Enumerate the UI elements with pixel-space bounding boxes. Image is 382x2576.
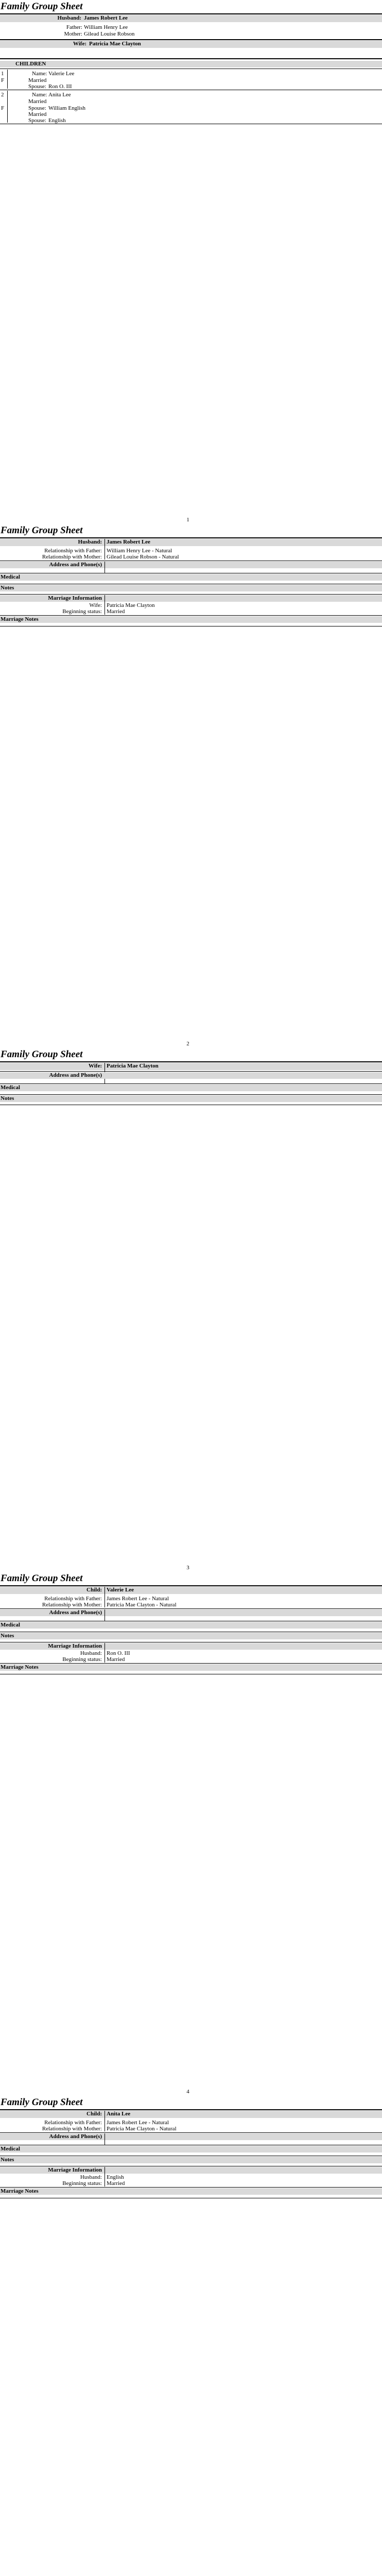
divider xyxy=(7,70,8,89)
marriage-notes-label: Marriage Notes xyxy=(1,1664,39,1670)
rule xyxy=(0,1094,382,1095)
child-spouse-label: Spouse: xyxy=(28,83,46,90)
head-name: Anita Lee xyxy=(107,2111,131,2117)
notes-label: Notes xyxy=(1,1095,14,1101)
rule xyxy=(0,2109,382,2110)
medical-label: Medical xyxy=(1,1622,20,1628)
head-band xyxy=(0,1063,382,1070)
child-name-label: Name: xyxy=(32,71,47,77)
child-sex: F xyxy=(1,77,5,83)
child-name: Anita Lee xyxy=(48,92,71,98)
head-band xyxy=(0,2111,382,2118)
rel-father: James Robert Lee - Natural xyxy=(107,1596,169,1602)
medical-label: Medical xyxy=(1,574,20,580)
marriage-row1: Patricia Mae Clayton xyxy=(107,602,155,608)
rule xyxy=(0,2132,382,2133)
notes-label: Notes xyxy=(1,585,14,591)
rule xyxy=(0,2187,382,2188)
rel-mother-label: Relationship with Mother: xyxy=(42,554,102,560)
marriage-row1-label: Husband: xyxy=(80,1650,102,1656)
head-name: James Robert Lee xyxy=(107,539,150,545)
marriage-notes-band xyxy=(0,1664,382,1671)
rule xyxy=(0,594,382,595)
child-status: Married xyxy=(28,111,47,117)
page-title: Family Group Sheet xyxy=(1,1049,83,1060)
child-name-label: Name: xyxy=(32,92,47,98)
head-label: Wife: xyxy=(88,1063,102,1069)
child-spouse: William English xyxy=(48,105,85,111)
rel-father-label: Relationship with Father: xyxy=(44,2120,102,2126)
page-number: 2 xyxy=(186,1041,189,1047)
head-name: Patricia Mae Clayton xyxy=(107,1063,159,1069)
child-sex: F xyxy=(1,105,5,111)
husband-label: Husband: xyxy=(57,15,81,21)
rule xyxy=(0,39,382,40)
marriage-label: Marriage Information xyxy=(48,595,102,601)
rel-mother: Patricia Mae Clayton - Natural xyxy=(107,2126,177,2132)
mother-label: Mother: xyxy=(64,31,82,37)
marriage-row2-label: Beginning status: xyxy=(62,2180,102,2187)
address-band xyxy=(0,2133,382,2140)
marriage-band xyxy=(0,2167,382,2174)
notes-label: Notes xyxy=(1,1633,14,1639)
page-number: 3 xyxy=(186,1565,189,1571)
page-4 xyxy=(0,1572,382,2096)
page-2 xyxy=(0,524,382,1048)
notes-label: Notes xyxy=(1,2157,14,2163)
address-label: Address and Phone(s) xyxy=(49,562,102,568)
head-band xyxy=(0,539,382,546)
rule xyxy=(0,1071,382,1072)
rule xyxy=(0,13,382,14)
address-band xyxy=(0,1609,382,1616)
children-band xyxy=(0,61,382,67)
marriage-row2-label: Beginning status: xyxy=(62,1656,102,1663)
mother-value: Gilead Louise Robson xyxy=(84,31,135,37)
marriage-row1-label: Husband: xyxy=(80,2174,102,2180)
page-number: 4 xyxy=(186,2089,189,2095)
child-spouse-label: Spouse: xyxy=(28,117,46,124)
address-label: Address and Phone(s) xyxy=(49,2133,102,2140)
marriage-band xyxy=(0,595,382,602)
rule xyxy=(0,615,382,616)
page-1 xyxy=(0,0,382,524)
page-title: Family Group Sheet xyxy=(1,1,83,12)
rel-mother: Gilead Louise Robson - Natural xyxy=(107,554,179,560)
marriage-row2: Married xyxy=(107,1656,125,1663)
marriage-label: Marriage Information xyxy=(48,2167,102,2173)
marriage-notes-band xyxy=(0,616,382,623)
child-status: Married xyxy=(28,77,47,83)
page-5 xyxy=(0,2096,382,2576)
marriage-row1-label: Wife: xyxy=(89,602,102,608)
rel-father-label: Relationship with Father: xyxy=(44,1596,102,1602)
child-number: 2 xyxy=(1,92,4,98)
rule xyxy=(0,1608,382,1609)
rel-father: James Robert Lee - Natural xyxy=(107,2120,169,2126)
page-title: Family Group Sheet xyxy=(1,1573,83,1584)
rule xyxy=(0,537,382,538)
rule xyxy=(0,58,382,59)
marriage-row2-label: Beginning status: xyxy=(62,608,102,615)
address-label: Address and Phone(s) xyxy=(49,1072,102,1078)
rel-father-label: Relationship with Father: xyxy=(44,548,102,554)
divider xyxy=(7,91,8,123)
husband-band xyxy=(0,15,382,22)
child-spouse-label: Spouse: xyxy=(28,105,46,111)
page-3 xyxy=(0,1048,382,1572)
marriage-row1: English xyxy=(107,2174,124,2180)
marriage-band xyxy=(0,1643,382,1650)
wife-name: Patricia Mae Clayton xyxy=(89,41,141,47)
wife-label: Wife: xyxy=(73,41,86,47)
child-spouse: English xyxy=(48,117,66,124)
children-header: CHILDREN xyxy=(15,61,46,67)
rel-father: William Henry Lee - Natural xyxy=(107,548,172,554)
father-value: William Henry Lee xyxy=(84,24,128,30)
head-label: Child: xyxy=(86,1587,102,1593)
marriage-row1: Ron O. III xyxy=(107,1650,130,1656)
medical-band xyxy=(0,1622,382,1629)
father-label: Father: xyxy=(66,24,82,30)
rel-mother: Patricia Mae Clayton - Natural xyxy=(107,1602,177,1608)
marriage-notes-label: Marriage Notes xyxy=(1,2188,39,2194)
rel-mother-label: Relationship with Mother: xyxy=(42,1602,102,1608)
child-spouse: Ron O. III xyxy=(48,83,72,90)
head-label: Child: xyxy=(86,2111,102,2117)
marriage-row2: Married xyxy=(107,608,125,615)
marriage-row2: Married xyxy=(107,2180,125,2187)
child-name: Valerie Lee xyxy=(48,71,75,77)
notes-band xyxy=(0,1633,382,1639)
wife-band xyxy=(0,41,382,48)
marriage-notes-label: Marriage Notes xyxy=(1,616,39,622)
medical-label: Medical xyxy=(1,1084,20,1091)
page-number: 1 xyxy=(186,517,189,523)
rule xyxy=(0,1585,382,1586)
rule xyxy=(0,1061,382,1062)
marriage-label: Marriage Information xyxy=(48,1643,102,1649)
page-title: Family Group Sheet xyxy=(1,525,83,536)
head-band xyxy=(0,1587,382,1594)
medical-label: Medical xyxy=(1,2146,20,2152)
head-name: Valerie Lee xyxy=(107,1587,134,1593)
address-band xyxy=(0,562,382,568)
rule xyxy=(0,1663,382,1664)
child-number: 1 xyxy=(1,71,4,77)
medical-band xyxy=(0,2146,382,2153)
notes-band xyxy=(0,2157,382,2163)
child-status: Married xyxy=(28,98,47,105)
address-label: Address and Phone(s) xyxy=(49,1609,102,1616)
address-band xyxy=(0,1072,382,1079)
page-title: Family Group Sheet xyxy=(1,2097,83,2108)
medical-band xyxy=(0,574,382,581)
notes-band xyxy=(0,1095,382,1102)
head-label: Husband: xyxy=(78,539,102,545)
medical-band xyxy=(0,1084,382,1091)
rule xyxy=(0,1083,382,1084)
notes-band xyxy=(0,585,382,591)
rel-mother-label: Relationship with Mother: xyxy=(42,2126,102,2132)
marriage-notes-band xyxy=(0,2188,382,2195)
husband-name: James Robert Lee xyxy=(84,15,128,21)
